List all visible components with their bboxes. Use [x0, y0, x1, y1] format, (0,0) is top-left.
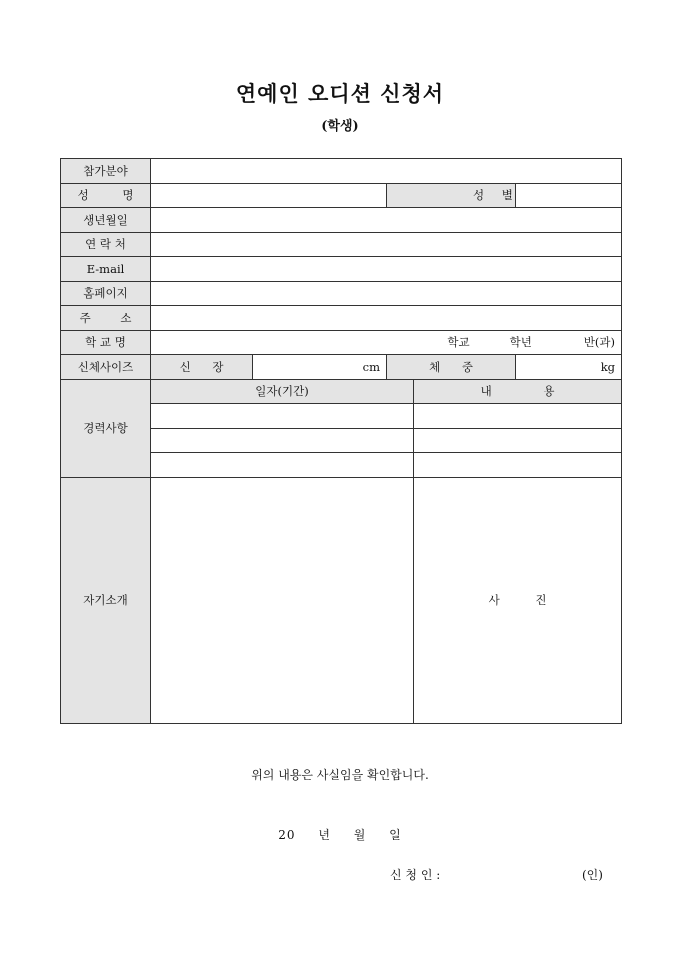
- birthdate-field[interactable]: [151, 208, 622, 233]
- school-label: 학 교 명: [61, 330, 151, 355]
- school-unit-school: 학교: [447, 335, 470, 350]
- school-unit-grade: 학년: [509, 335, 532, 350]
- career-label: 경력사항: [61, 379, 151, 477]
- name-field[interactable]: [151, 183, 387, 208]
- address-field[interactable]: [151, 306, 622, 331]
- height-label: 신 장: [151, 355, 253, 380]
- weight-unit: kg: [600, 359, 616, 374]
- row-school: [61, 330, 622, 355]
- form-subtitle: (학생): [321, 119, 359, 134]
- birthdate-label: 생년월일: [61, 208, 151, 233]
- seal-label: (인): [582, 868, 603, 882]
- gender-label: 성 별: [387, 183, 516, 208]
- school-unit-class: 반(과): [583, 335, 616, 350]
- gender-field[interactable]: [516, 183, 622, 208]
- intro-label: 자기소개: [61, 477, 151, 723]
- photo-box[interactable]: [414, 477, 622, 723]
- row-contact: [61, 232, 622, 257]
- homepage-field[interactable]: [151, 281, 622, 306]
- career-content-header: 내 용: [414, 379, 622, 404]
- height-field[interactable]: [253, 355, 387, 380]
- photo-label: 사 진: [488, 593, 547, 607]
- category-label: 참가분야: [61, 159, 151, 184]
- address-label: 주 소: [61, 306, 151, 331]
- row-body-size: [61, 355, 622, 380]
- row-category: [61, 159, 622, 184]
- career-date-header: 일자(기간): [151, 379, 414, 404]
- row-homepage: [61, 281, 622, 306]
- row-career-header: [61, 379, 622, 404]
- body-size-label: 신체사이즈: [61, 355, 151, 380]
- height-unit: cm: [362, 359, 380, 374]
- career-date-field[interactable]: [151, 428, 414, 453]
- name-label: 성 명: [61, 183, 151, 208]
- career-content-field[interactable]: [414, 453, 622, 478]
- email-field[interactable]: [151, 257, 622, 282]
- school-field[interactable]: [151, 330, 622, 355]
- confirm-statement: 위의 내용은 사실임을 확인합니다.: [251, 768, 429, 782]
- contact-field[interactable]: [151, 232, 622, 257]
- intro-field[interactable]: [151, 477, 414, 723]
- contact-label: 연 락 처: [61, 232, 151, 257]
- email-label: E-mail: [61, 257, 151, 282]
- category-field[interactable]: [151, 159, 622, 184]
- date-year-prefix: 20: [278, 828, 296, 842]
- applicant-line: [390, 866, 603, 883]
- career-content-field[interactable]: [414, 404, 622, 429]
- row-intro: [61, 477, 622, 723]
- career-date-field[interactable]: [151, 404, 414, 429]
- application-form-table: [60, 158, 622, 724]
- row-name: [61, 183, 622, 208]
- row-email: [61, 257, 622, 282]
- career-date-field[interactable]: [151, 453, 414, 478]
- row-address: [61, 306, 622, 331]
- weight-field[interactable]: [516, 355, 622, 380]
- weight-label: 체 중: [387, 355, 516, 380]
- homepage-label: 홈페이지: [61, 281, 151, 306]
- career-content-field[interactable]: [414, 428, 622, 453]
- date-day-label: 일: [389, 828, 402, 842]
- applicant-label: 신 청 인 :: [390, 868, 441, 882]
- row-birthdate: [61, 208, 622, 233]
- date-month-label: 월: [353, 828, 367, 842]
- date-year-label: 년: [318, 828, 331, 842]
- date-line: [0, 826, 680, 843]
- form-title: 연예인 오디션 신청서: [235, 81, 445, 106]
